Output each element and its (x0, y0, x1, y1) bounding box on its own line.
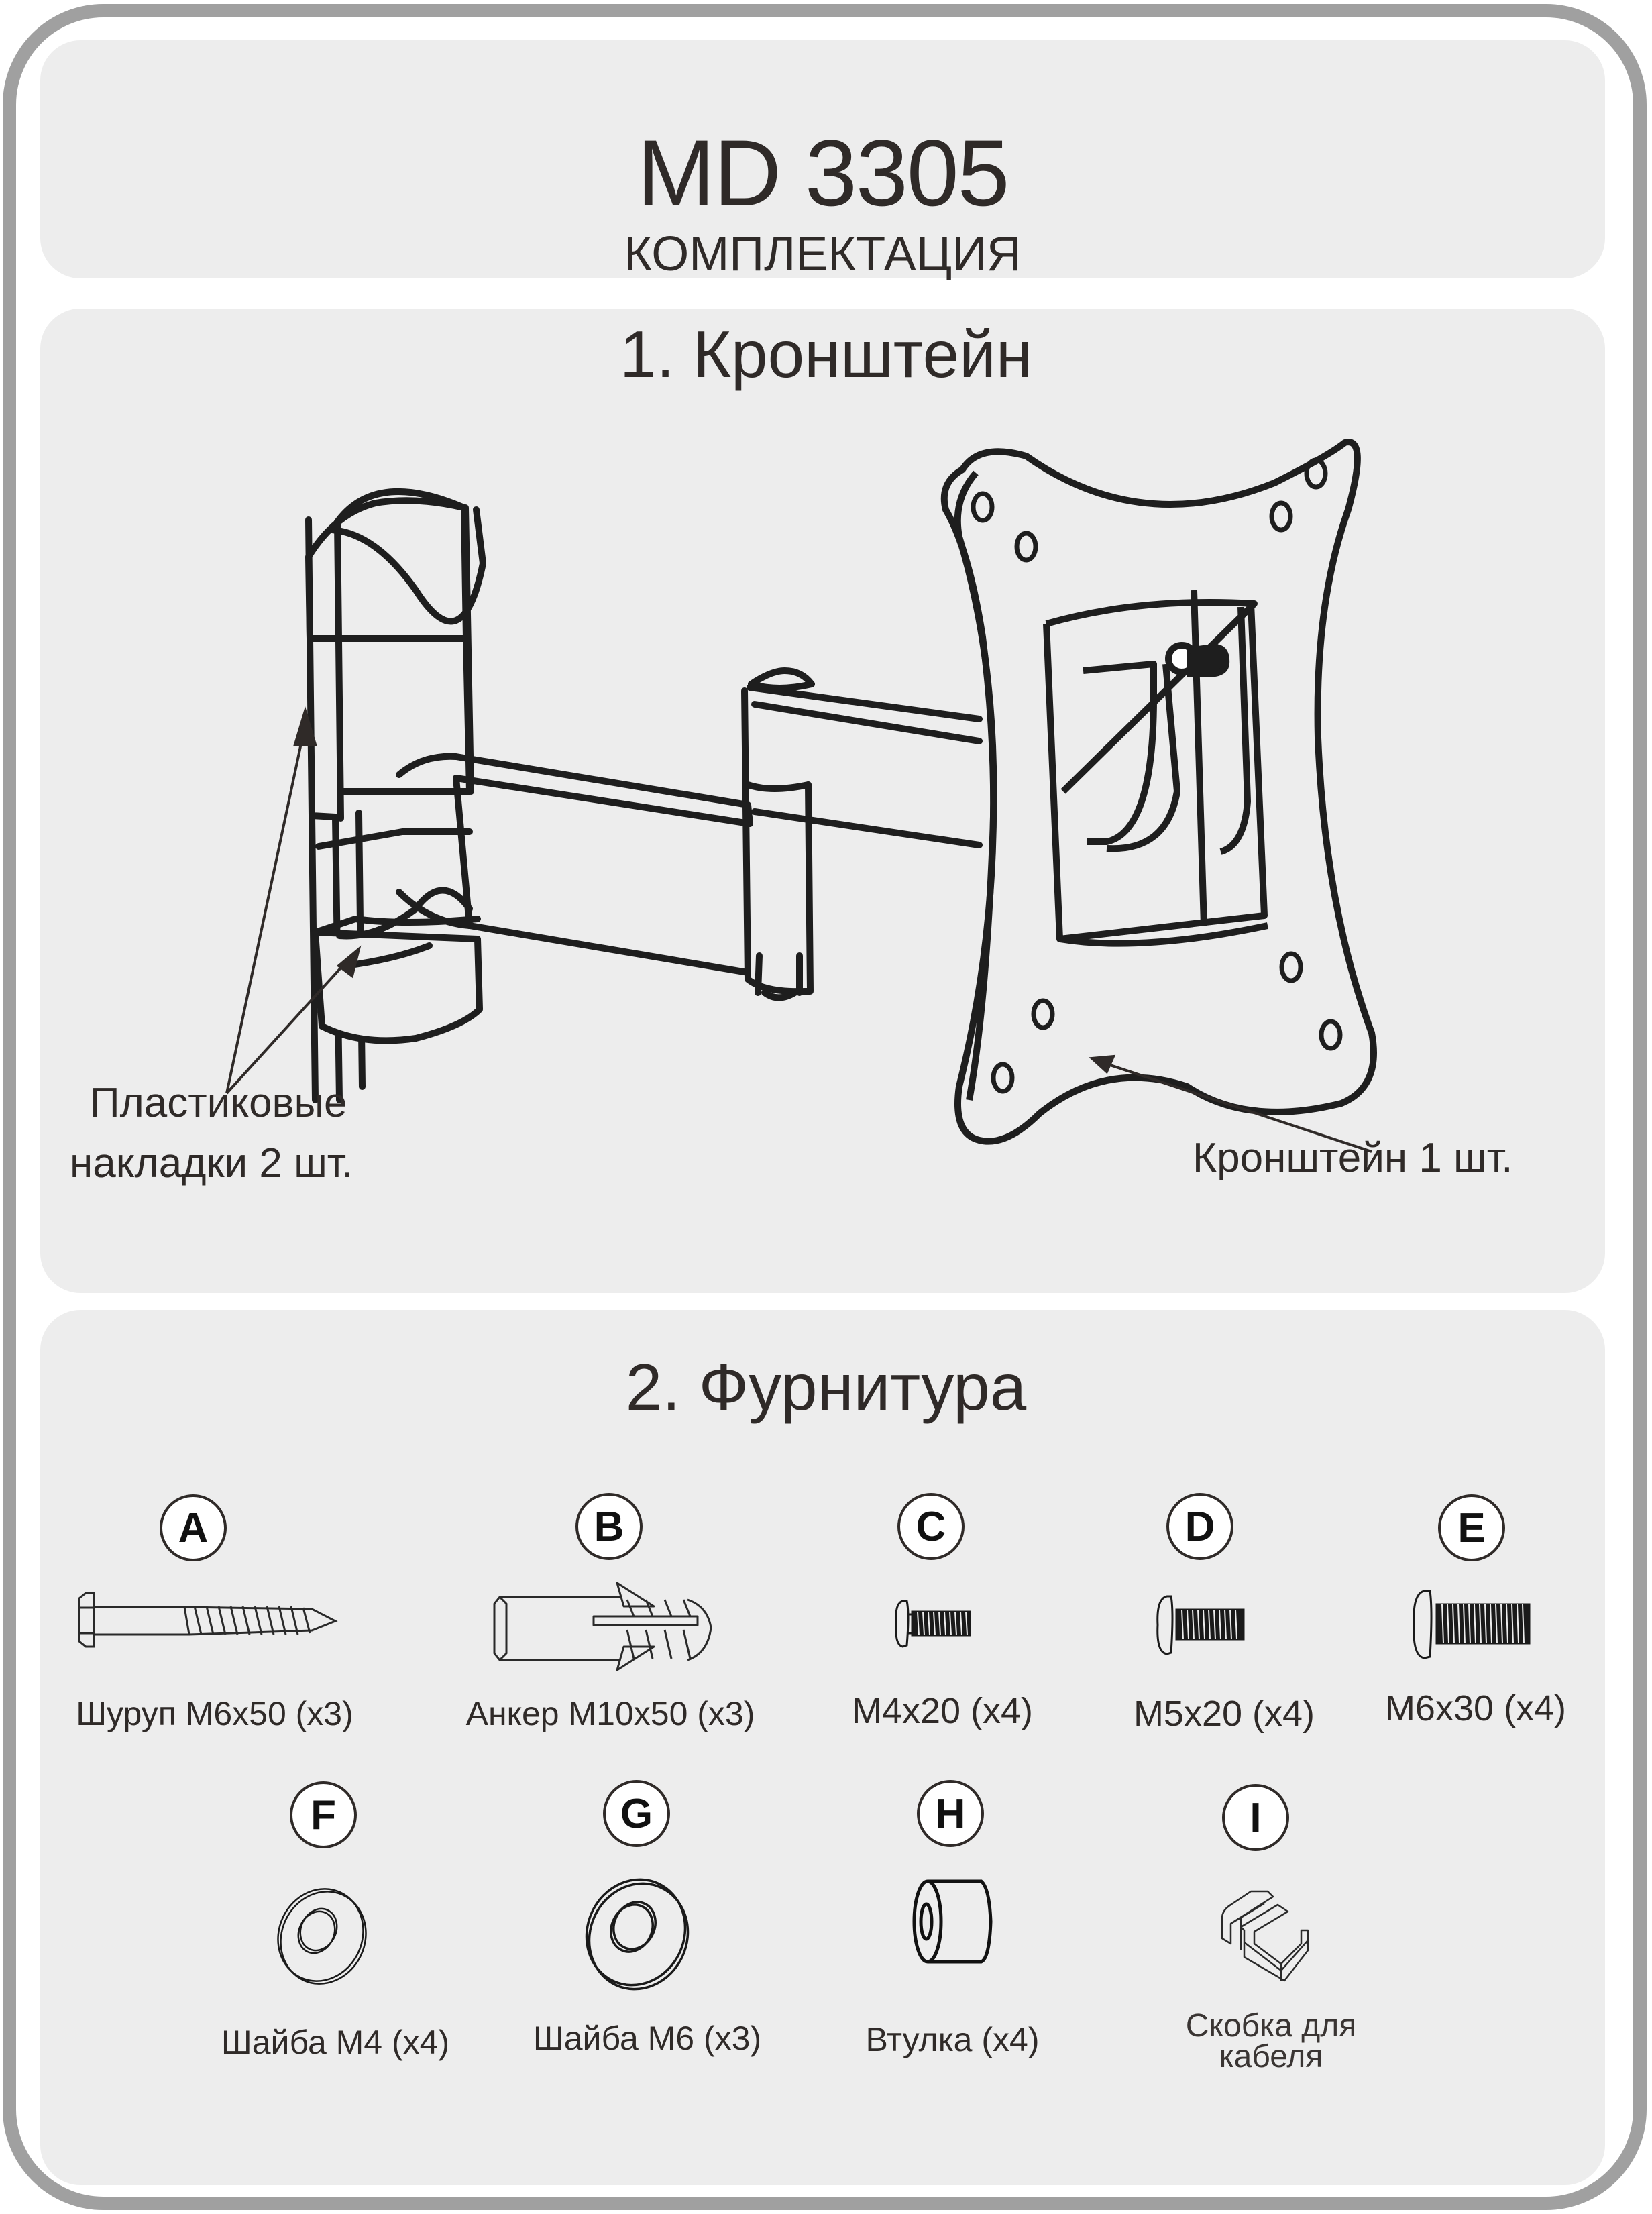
lag-screw-icon (74, 1593, 342, 1653)
item-label-i-line1: Скобка для (1185, 2008, 1357, 2044)
item-badge-e: E (1438, 1494, 1505, 1561)
item-label-a: Шуруп M6x50 (x3) (76, 1695, 353, 1732)
item-label-d: M5x20 (x4) (1133, 1694, 1315, 1734)
item-label-c: M4x20 (x4) (851, 1691, 1034, 1731)
item-badge-i: I (1222, 1784, 1289, 1851)
item-label-i-line2: кабеля (1219, 2039, 1323, 2074)
machine-screw-icon (1152, 1595, 1253, 1655)
cable-clip-icon (1214, 1883, 1328, 1991)
item-badge-f: F (290, 1781, 357, 1848)
item-badge-d: D (1166, 1493, 1233, 1560)
plastic-covers-label-line1: Пластиковые (90, 1080, 347, 1126)
item-label-b: Анкер M10x50 (x3) (465, 1695, 755, 1732)
washer-icon (577, 1875, 698, 1995)
bracket-quantity-label: Кронштейн 1 шт. (1193, 1135, 1513, 1181)
item-badge-h: H (917, 1780, 984, 1847)
wall-anchor-icon (486, 1580, 748, 1673)
item-badge-a: A (160, 1494, 227, 1561)
item-badge-b: B (575, 1493, 643, 1560)
item-badge-g: G (603, 1780, 670, 1847)
model-title: MD 3305 (637, 120, 1009, 225)
hardware-section-title: 2. Фурнитура (625, 1350, 1027, 1424)
item-label-h: Втулка (x4) (865, 2021, 1040, 2058)
page-subtitle: КОМПЛЕКТАЦИЯ (624, 227, 1022, 281)
machine-screw-icon (891, 1600, 978, 1650)
bracket-section-title: 1. Кронштейн (620, 317, 1032, 391)
item-badge-c: C (897, 1493, 965, 1560)
item-label-e: M6x30 (x4) (1384, 1688, 1567, 1728)
spacer-bushing-icon (909, 1875, 996, 1969)
item-label-g: Шайба M6 (x3) (533, 2019, 762, 2057)
item-label-f: Шайба M4 (x4) (221, 2024, 450, 2061)
machine-screw-icon (1409, 1590, 1536, 1660)
plastic-covers-label-line2: накладки 2 шт. (70, 1140, 353, 1186)
washer-icon (268, 1881, 376, 1989)
